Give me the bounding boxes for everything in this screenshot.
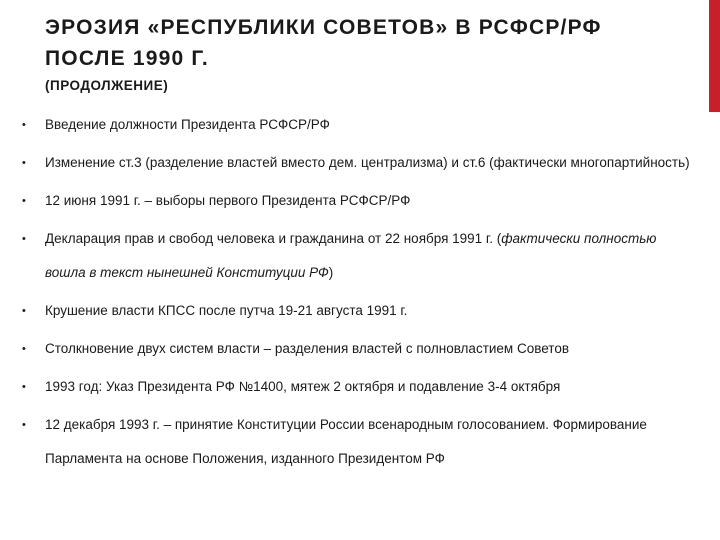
bullet-dot-icon: • xyxy=(22,233,26,245)
bullet-dot-icon: • xyxy=(22,419,26,431)
slide-title: ЭРОЗИЯ «РЕСПУБЛИКИ СОВЕТОВ» В РСФСР/РФ ПОСЛЕ 1990 Г. xyxy=(45,16,602,70)
bullet-text-closing: ) xyxy=(328,265,334,280)
bullet-text: Изменение ст.3 (разделение властей вместо дем. централизма) и ст.6 (фактически многопартийность) xyxy=(45,155,690,170)
bullet-item xyxy=(20,408,700,476)
bullet-dot-icon: • xyxy=(22,305,26,317)
bullet-item xyxy=(20,184,700,218)
bullet-item xyxy=(20,222,700,290)
bullet-dot-icon: • xyxy=(22,343,26,355)
bullet-text: Введение должности Президента РСФСР/РФ xyxy=(45,117,330,132)
bullet-text xyxy=(45,231,656,280)
bullet-text: 1993 год: Указ Президента РФ №1400, мятеж 2 октября и подавление 3-4 октября xyxy=(45,379,561,394)
bullet-text: 12 июня 1991 г. – выборы первого Президента РСФСР/РФ xyxy=(45,193,411,208)
bullet-dot-icon: • xyxy=(22,381,26,393)
bullet-item xyxy=(20,294,700,328)
bullet-item xyxy=(20,370,700,404)
bullet-item xyxy=(20,332,700,366)
bullet-list xyxy=(20,108,700,480)
bullet-dot-icon: • xyxy=(22,195,26,207)
slide-subtitle: (ПРОДОЛЖЕНИЕ) xyxy=(45,78,169,93)
title-block xyxy=(45,12,685,93)
bullet-text: 12 декабря 1993 г. – принятие Конституции России всенародным голосованием. Формирование Парламента на основе Положения, изданного Президентом РФ xyxy=(45,417,647,466)
bullet-dot-icon: • xyxy=(22,119,26,131)
bullet-dot-icon: • xyxy=(22,157,26,169)
bullet-text-emphasis: фактически полностью вошла в текст нынешней Конституции РФ xyxy=(45,231,657,280)
bullet-text-main: Декларация прав и свобод человека и гражданина от 22 ноября 1991 г. ( xyxy=(45,231,502,246)
accent-bar xyxy=(709,0,720,112)
bullet-text: Крушение власти КПСС после путча 19-21 августа 1991 г. xyxy=(45,303,408,318)
bullet-item xyxy=(20,108,700,142)
bullet-item xyxy=(20,146,700,180)
bullet-text: Столкновение двух систем власти – разделения властей с полновластием Советов xyxy=(45,341,570,356)
